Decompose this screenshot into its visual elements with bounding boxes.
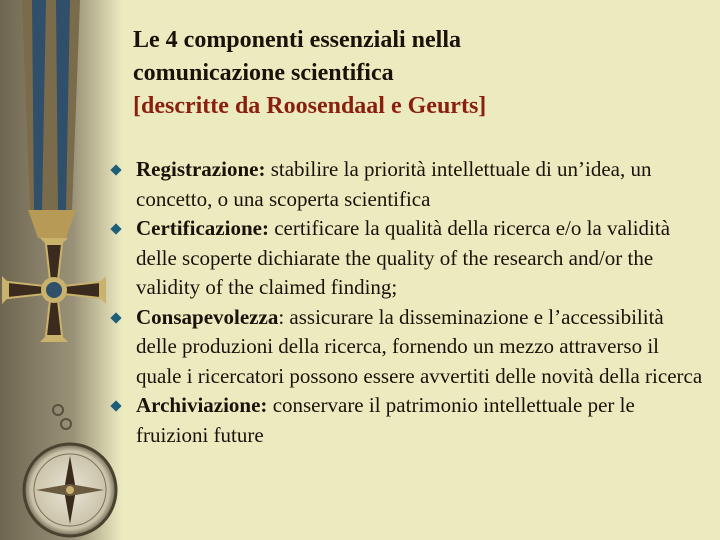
- bullet-text: : assicurare la disseminazione e l’accessibilità delle produzioni della ricerca, fornendo un mezzo attraverso il quale i ricercatori possono essere avvertiti delle novità della ricerca: [136, 304, 703, 388]
- bullet-text: stabilire la priorità intellettuale di un’idea, un concetto, o una scoperta scientifica: [136, 157, 652, 211]
- bullet-term: Consapevolezza: [136, 304, 279, 329]
- bullet-diamond-icon: [110, 312, 121, 323]
- bullet-diamond-icon: [110, 400, 121, 411]
- title-subtitle: [descritte da Roosendaal e Geurts]: [133, 93, 487, 119]
- bullet-list: [110, 155, 705, 450]
- bullet-item: [110, 391, 705, 450]
- bullet-text: certificare la qualità della ricerca e/o la validità delle scoperte dichiarate the quality of the research and/or the validity of the claimed finding;: [136, 216, 671, 299]
- bullet-diamond-icon: [110, 223, 121, 234]
- bullet-term: Certificazione:: [136, 216, 269, 240]
- bullet-text: conservare il patrimonio intellettuale per le fruizioni future: [136, 393, 635, 447]
- bullet-item: [110, 155, 705, 214]
- title-line: comunicazione scientifica: [133, 60, 394, 86]
- bullet-item: [110, 303, 705, 392]
- bullet-item: [110, 214, 705, 303]
- slide-title: [133, 24, 693, 123]
- bullet-term: Registrazione:: [136, 157, 266, 181]
- title-line: Le 4 componenti essenziali nella: [133, 27, 461, 53]
- bullet-diamond-icon: [110, 164, 121, 175]
- medal-and-compass-icon: [0, 0, 122, 540]
- bullet-term: Archiviazione:: [136, 393, 268, 417]
